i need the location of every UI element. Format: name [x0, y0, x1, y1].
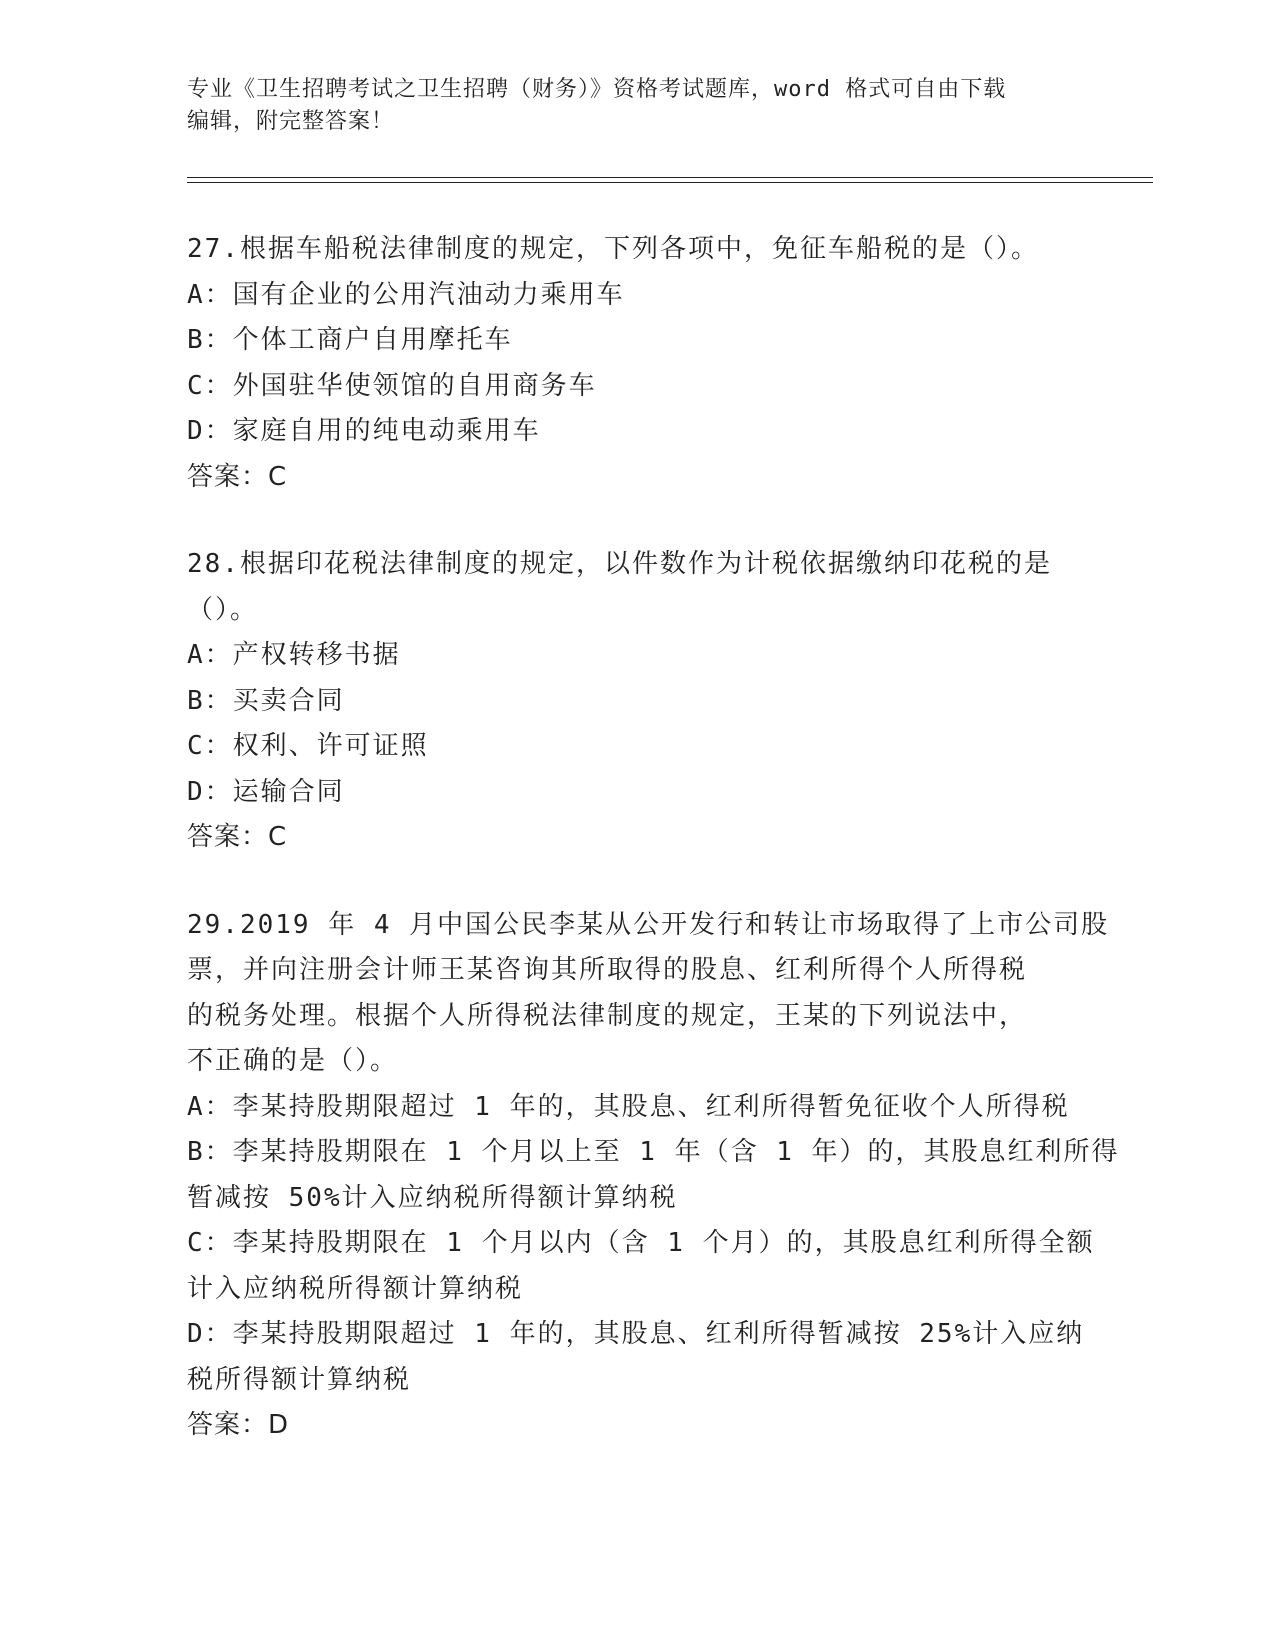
answer-key: 答案：C: [187, 461, 288, 492]
answer-option: C：外国驻华使领馆的自用商务车: [187, 370, 597, 401]
question-block: [187, 903, 1120, 1449]
question-stem: （）。: [187, 594, 259, 625]
answer-option: B：买卖合同: [187, 685, 345, 716]
header-divider: [187, 177, 1153, 178]
header-line: 专业《卫生招聘考试之卫生招聘（财务）》资格考试题库，word 格式可自由下载: [187, 77, 1007, 102]
answer-key: 答案：D: [187, 1410, 290, 1440]
answer-option: B：个体工商户自用摩托车: [187, 325, 513, 355]
question-block: [187, 227, 1087, 500]
question-stem: 的税务处理。根据个人所得税法律制度的规定，王某的下列说法中，: [187, 1000, 1028, 1031]
answer-key: 答案：C: [187, 822, 288, 852]
question-block: [187, 542, 1087, 861]
question-stem: 29.2019 年 4 月中国公民李某从公开发行和转让市场取得了上市公司股: [187, 909, 1110, 940]
answer-option: 税所得额计算纳税: [187, 1364, 412, 1395]
answer-option: A：产权转移书据: [187, 640, 401, 670]
answer-option: 暂减按 50%计入应纳税所得额计算纳税: [187, 1182, 678, 1213]
answer-option: D：李某持股期限超过 1 年的，其股息、红利所得暂减按 25%计入应纳: [187, 1319, 1085, 1349]
answer-option: D：运输合同: [187, 776, 345, 807]
answer-option: 计入应纳税所得额计算纳税: [187, 1273, 524, 1304]
question-stem: 不正确的是（）。: [187, 1046, 399, 1076]
answer-option: B：李某持股期限在 1 个月以上至 1 年（含 1 年）的，其股息红利所得: [187, 1137, 1120, 1167]
answer-option: A：国有企业的公用汽油动力乘用车: [187, 279, 625, 310]
question-stem: 28.根据印花税法律制度的规定，以件数作为计税依据缴纳印花税的是: [187, 549, 1052, 579]
answer-option: C：李某持股期限在 1 个月以内（含 1 个月）的，其股息红利所得全额: [187, 1228, 1095, 1258]
question-list: [187, 227, 1120, 1449]
answer-option: A：李某持股期限超过 1 年的，其股息、红利所得暂免征收个人所得税: [187, 1091, 1070, 1122]
header-divider: [187, 182, 1153, 183]
document-header: [187, 74, 1087, 138]
question-stem: 票，并向注册会计师王某咨询其所取得的股息、红利所得个人所得税: [187, 955, 1028, 985]
answer-option: C：权利、许可证照: [187, 731, 429, 761]
answer-option: D：家庭自用的纯电动乘用车: [187, 416, 541, 446]
header-line: 编辑，附完整答案！: [187, 109, 395, 134]
question-stem: 27.根据车船税法律制度的规定，下列各项中，免征车船税的是（）。: [187, 234, 1039, 264]
